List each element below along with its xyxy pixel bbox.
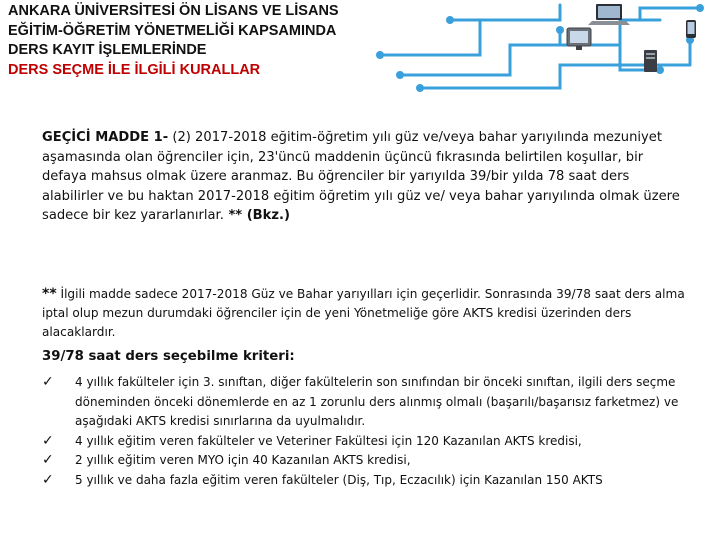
title-line-2: EĞİTİM-ÖĞRETİM YÖNETMELİĞİ KAPSAMINDA — [8, 22, 337, 39]
criteria-item — [42, 451, 692, 471]
footnote — [42, 285, 692, 342]
footnote-text: İlgili madde sadece 2017-2018 Güz ve Bahar yarıyılları için geçerlidir. Sonrasında 39/78 saat ders alma iptal olup mezun durumdaki öğrenciler için de yeni Yönetmeliğe göre AKTS kredisi üzerinden ders alacaklardır. — [42, 287, 685, 339]
network-graphic-icon — [360, 0, 720, 92]
article-reference: ** (Bkz.) — [223, 208, 290, 223]
title-line-1: ANKARA ÜNİVERSİTESİ ÖN LİSANS VE LİSANS — [8, 3, 339, 19]
criteria-item — [42, 471, 692, 491]
article-heading: GEÇİCİ MADDE 1- — [42, 130, 169, 145]
slide-header — [0, 0, 720, 92]
article-text: (2) 2017-2018 eğitim-öğretim yılı güz ve/veya bahar yarıyılında mezuniyet aşamasında olan öğrenciler için, 23'üncü maddenin üçüncü fıkrasında belirtilen koşullar, bir defaya mahsus olmak üzere aranmaz. Bu öğrenciler bir yarıyılda 39/bir yılda 78 saat ders alabilirler ve bu haktan 2017-2018 eğitim öğretim yılı güz ve/ veya bahar yarıyılında olmak üzere sadece bir kez yararlanırlar. — [42, 130, 680, 223]
checkmark-icon: ✓ — [42, 452, 54, 468]
criteria-item-text: 4 yıllık fakülteler için 3. sınıftan, diğer fakültelerin son sınıfından bir önceki sınıftan, ilgili ders seçme döneminden önceki dönemlerde en az 1 zorunlu ders alınmış olmalı (başarılı/başarısız farketmez) ve aşağıdaki AKTS kredisi sınırlarına da uyulmalıdır. — [75, 375, 679, 428]
title-line-3: DERS KAYIT İŞLEMLERİNDE — [8, 42, 207, 58]
footnote-mark: ** — [42, 286, 57, 302]
criteria-item-text: 2 yıllık eğitim veren MYO için 40 Kazanılan AKTS kredisi, — [75, 453, 411, 467]
criteria-item-text: 5 yıllık ve daha fazla eğitim veren fakülteler (Diş, Tıp, Eczacılık) için Kazanılan 150 AKTS — [75, 472, 603, 487]
criteria-title: 39/78 saat ders seçebilme kriteri: — [42, 349, 295, 364]
criteria-item-text: 4 yıllık eğitim veren fakülteler ve Veteriner Fakültesi için 120 Kazanılan AKTS kredisi, — [75, 433, 582, 448]
criteria-item — [42, 373, 692, 432]
slide-subtitle: DERS SEÇME İLE İLGİLİ KURALLAR — [8, 61, 261, 78]
temporary-article-paragraph — [42, 128, 692, 226]
checkmark-icon: ✓ — [42, 432, 54, 449]
slide-title — [8, 2, 339, 80]
criteria-item — [42, 432, 692, 452]
checkmark-icon: ✓ — [42, 374, 54, 390]
checkmark-icon: ✓ — [42, 471, 54, 488]
criteria-list — [42, 373, 692, 490]
